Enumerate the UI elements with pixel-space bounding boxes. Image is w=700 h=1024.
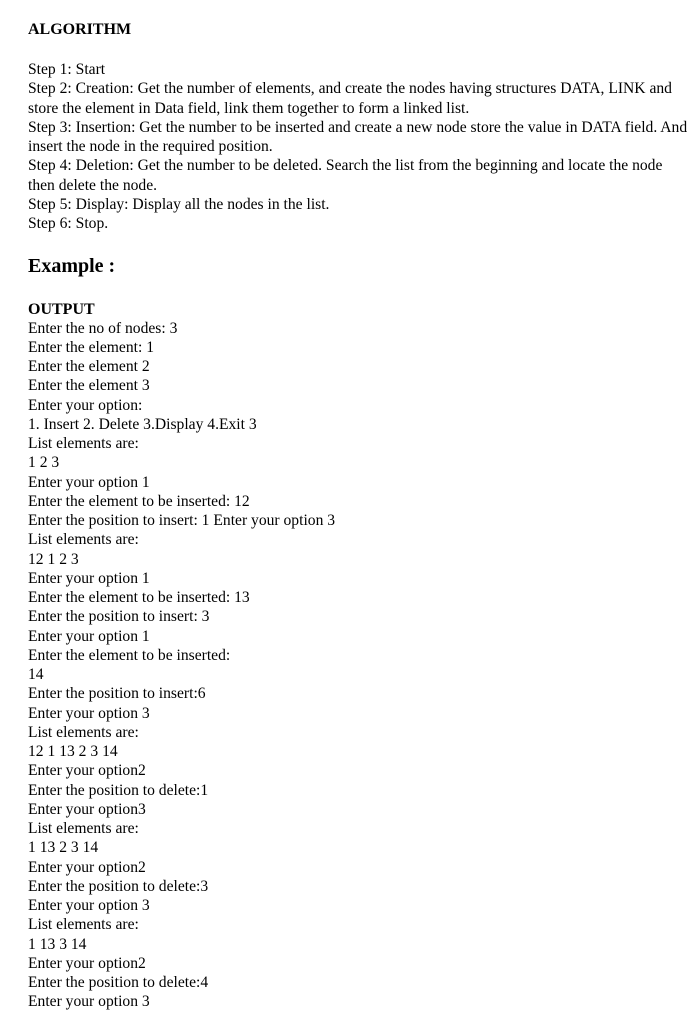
output-line: Enter the element 2 bbox=[28, 358, 150, 376]
output-line: Enter your option 3 bbox=[28, 897, 150, 915]
document-page bbox=[28, 20, 688, 1012]
output-line: Enter the position to insert: 3 bbox=[28, 608, 210, 626]
output-line: 1 13 3 14 bbox=[28, 935, 87, 953]
output-heading: OUTPUT bbox=[28, 300, 95, 318]
output-line: List elements are: bbox=[28, 531, 139, 549]
output-line: Enter the position to insert:6 bbox=[28, 685, 206, 703]
algorithm-step: Step 5: Display: Display all the nodes in the list. bbox=[28, 196, 330, 214]
output-line: 12 1 2 3 bbox=[28, 550, 79, 568]
algorithm-step: Step 3: Insertion: Get the number to be inserted and create a new node store the value in DATA field. And insert the node in the required position. bbox=[28, 118, 688, 156]
output-line: List elements are: bbox=[28, 435, 139, 453]
algorithm-step: Step 1: Start bbox=[28, 61, 106, 78]
algorithm-step: Step 2: Creation: Get the number of elements, and create the nodes having structures DATA, LINK and store the element in Data field, link them together to form a linked list. bbox=[28, 80, 672, 117]
output-line: Enter your option 3 bbox=[28, 993, 150, 1011]
output-line: 12 1 13 2 3 14 bbox=[28, 743, 118, 761]
output-line: Enter the element to be inserted: 12 bbox=[28, 492, 250, 510]
algorithm-step: Step 6: Stop. bbox=[28, 215, 109, 233]
output-line: Enter your option2 bbox=[28, 762, 146, 780]
algorithm-heading: ALGORITHM bbox=[28, 21, 132, 38]
output-line: Enter your option: bbox=[28, 396, 143, 414]
output-line: Enter the position to delete:4 bbox=[28, 974, 209, 992]
algorithm-steps bbox=[28, 60, 688, 234]
output-line: List elements are: bbox=[28, 916, 139, 934]
output-line: 1. Insert 2. Delete 3.Display 4.Exit 3 bbox=[28, 415, 257, 433]
output-line: Enter your option3 bbox=[28, 800, 146, 818]
output-line: Enter the position to insert: 1 Enter your option 3 bbox=[28, 512, 336, 530]
output-line: Enter your option2 bbox=[28, 954, 146, 972]
output-line: 14 bbox=[28, 666, 44, 684]
output-line: Enter the no of nodes: 3 bbox=[28, 319, 178, 337]
algorithm-step: Step 4: Deletion: Get the number to be deleted. Search the list from the beginning and locate the node then delete the node. bbox=[28, 157, 663, 194]
output-line: List elements are: bbox=[28, 723, 139, 741]
output-line: Enter the element to be inserted: bbox=[28, 646, 231, 664]
output-line: Enter the element: 1 bbox=[28, 338, 154, 356]
example-heading: Example : bbox=[28, 254, 116, 277]
output-line: Enter your option2 bbox=[28, 858, 146, 876]
output-line: Enter the element 3 bbox=[28, 377, 150, 395]
output-line: List elements are: bbox=[28, 820, 139, 838]
output-line: 1 13 2 3 14 bbox=[28, 839, 99, 857]
output-line: Enter your option 1 bbox=[28, 569, 150, 587]
output-line: Enter your option 3 bbox=[28, 704, 150, 722]
output-line: Enter the position to delete:3 bbox=[28, 877, 209, 895]
output-line: Enter your option 1 bbox=[28, 473, 150, 491]
output-line: Enter the position to delete:1 bbox=[28, 781, 209, 799]
output-line: Enter your option 1 bbox=[28, 627, 150, 645]
output-listing bbox=[28, 319, 688, 1012]
output-line: 1 2 3 bbox=[28, 454, 60, 472]
output-line: Enter the element to be inserted: 13 bbox=[28, 589, 250, 607]
